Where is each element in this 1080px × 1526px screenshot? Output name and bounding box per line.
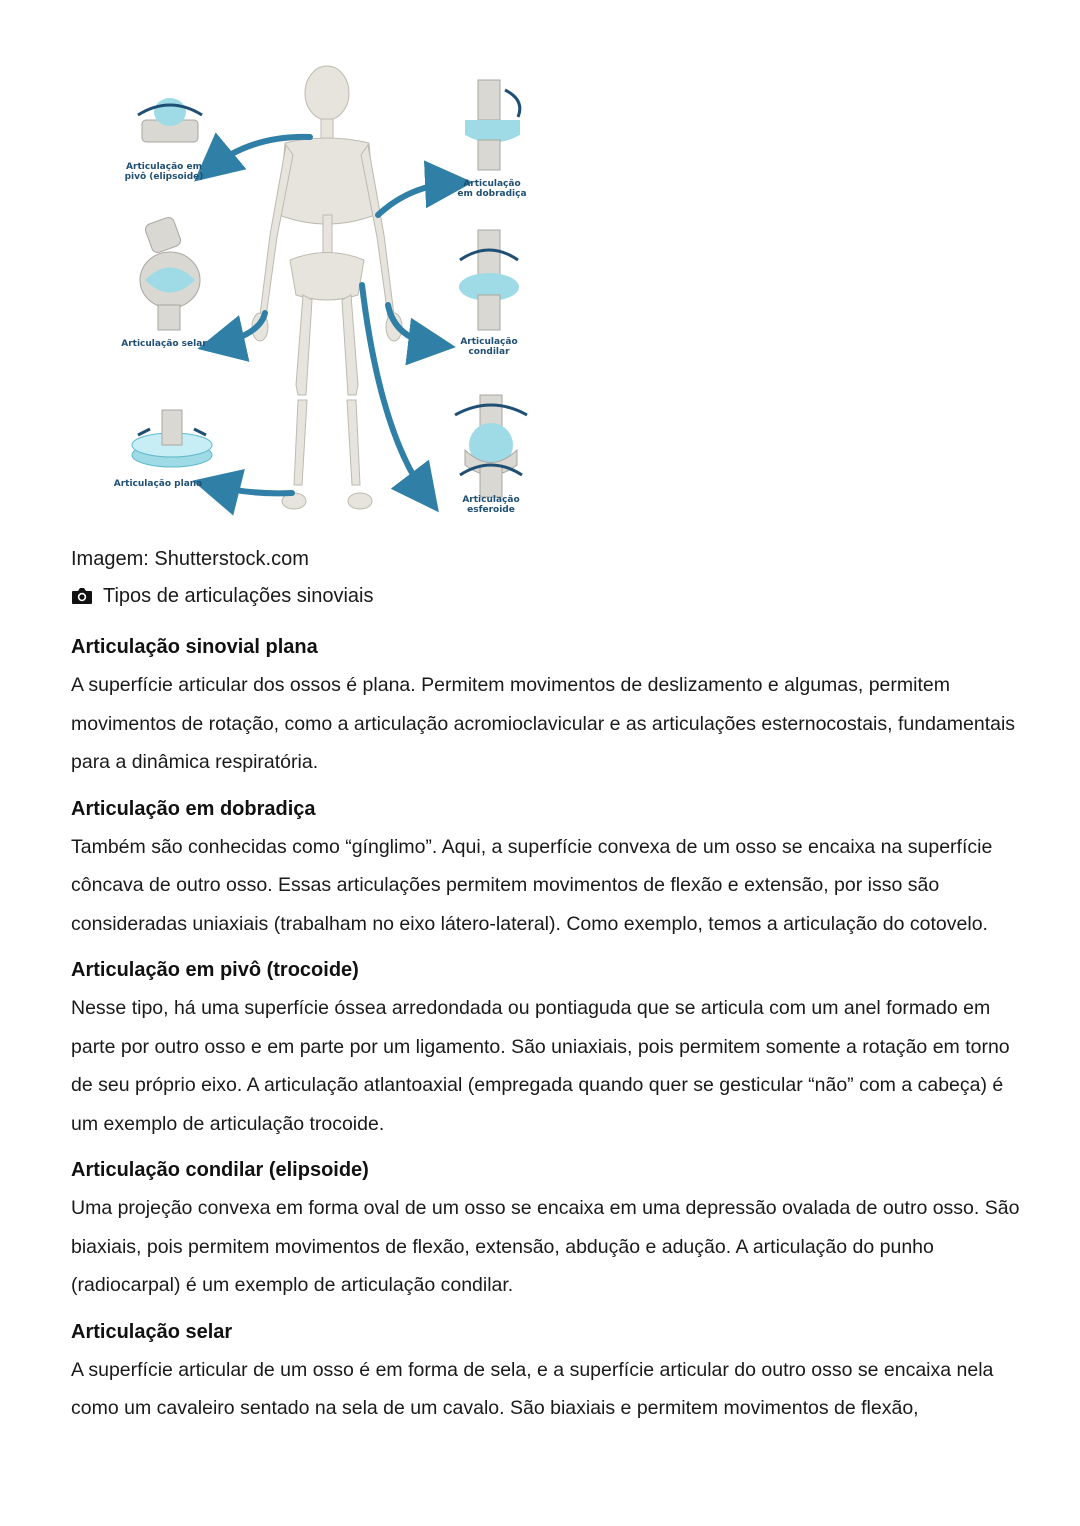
figure-caption-text: Tipos de articulações sinoviais	[103, 585, 374, 607]
section-text: A superfície articular dos ossos é plana. Permitem movimentos de deslizamento e algumas, permitem movimentos de rotação, como a articulação acromioclavicular e as articulações esternocostais, fundamentais para a dinâmica respiratória.	[71, 674, 1016, 773]
ball-socket-joint-icon	[455, 395, 527, 497]
image-credit: Imagem: Shutterstock.com	[71, 548, 309, 570]
saddle-joint-icon	[140, 216, 200, 330]
label-saddle: Articulação selar	[121, 339, 207, 349]
label-plane: Articulação plana	[113, 479, 203, 489]
label-ball-line1: Articulação	[462, 495, 520, 505]
pivot-joint-icon	[138, 98, 202, 142]
section-title: Articulação condilar (elipsoide)	[71, 1159, 369, 1181]
skeleton-illustration	[100, 55, 560, 525]
section-text: A superfície articular de um osso é em forma de sela, e a superfície articular do outro osso se encaixa nela como um cavaleiro sentado na sela de um cavalo. São biaxiais e permitem movimentos de flexão,	[71, 1358, 994, 1419]
condylar-joint-icon	[459, 230, 519, 330]
section-text: Nesse tipo, há uma superfície óssea arredondada ou pontiaguda que se articula com um anel formado em parte por outro osso e em parte por um ligamento. São uniaxiais, pois permitem somente a rotação em torno de seu próprio eixo. A articulação atlantoaxial (empregada quando quer se gesticular “não” com a cabeça) é um exemplo de articulação trocoide.	[71, 997, 1010, 1135]
label-pivot-line2: pivô (elipsoide)	[124, 172, 204, 182]
section-hinge	[71, 794, 1021, 944]
section-title: Articulação sinovial plana	[71, 636, 318, 658]
section-pivot	[71, 955, 1021, 1143]
label-condylar-line2: condilar	[468, 347, 510, 357]
synovial-joints-figure	[100, 55, 560, 525]
section-text: Uma projeção convexa em forma oval de um osso se encaixa em uma depressão ovalada de outro osso. São biaxiais, pois permitem movimentos de flexão, extensão, abdução e adução. A articulação do punho (radiocarpal) é um exemplo de articulação condilar.	[71, 1197, 1020, 1296]
label-condylar-line1: Articulação	[460, 337, 518, 347]
label-hinge-line1: Articulação	[463, 179, 521, 189]
plane-joint-icon	[132, 410, 212, 467]
camera-icon	[71, 586, 93, 606]
hinge-joint-icon	[465, 80, 520, 170]
figure-caption	[71, 582, 374, 610]
section-plane	[71, 632, 1021, 782]
section-saddle	[71, 1317, 1021, 1428]
section-title: Articulação selar	[71, 1320, 233, 1343]
section-text: Também são conhecidas como “gínglimo”. Aqui, a superfície convexa de um osso se encaixa na superfície côncava de outro osso. Essas articulações permitem movimentos de flexão e extensão, por isso são consideradas uniaxiais (trabalham no eixo látero-lateral). Como exemplo, temos a articulação do cotovelo.	[71, 835, 993, 935]
label-ball-line2: esferoide	[467, 505, 515, 515]
article-content	[71, 632, 1021, 1440]
label-pivot-line1: Articulação em	[126, 162, 202, 172]
section-condylar	[71, 1155, 1021, 1305]
section-title: Articulação em dobradiça	[71, 797, 316, 820]
skeleton	[252, 66, 402, 509]
section-title: Articulação em pivô (trocoide)	[71, 959, 359, 981]
label-hinge-line2: em dobradiça	[457, 189, 527, 199]
